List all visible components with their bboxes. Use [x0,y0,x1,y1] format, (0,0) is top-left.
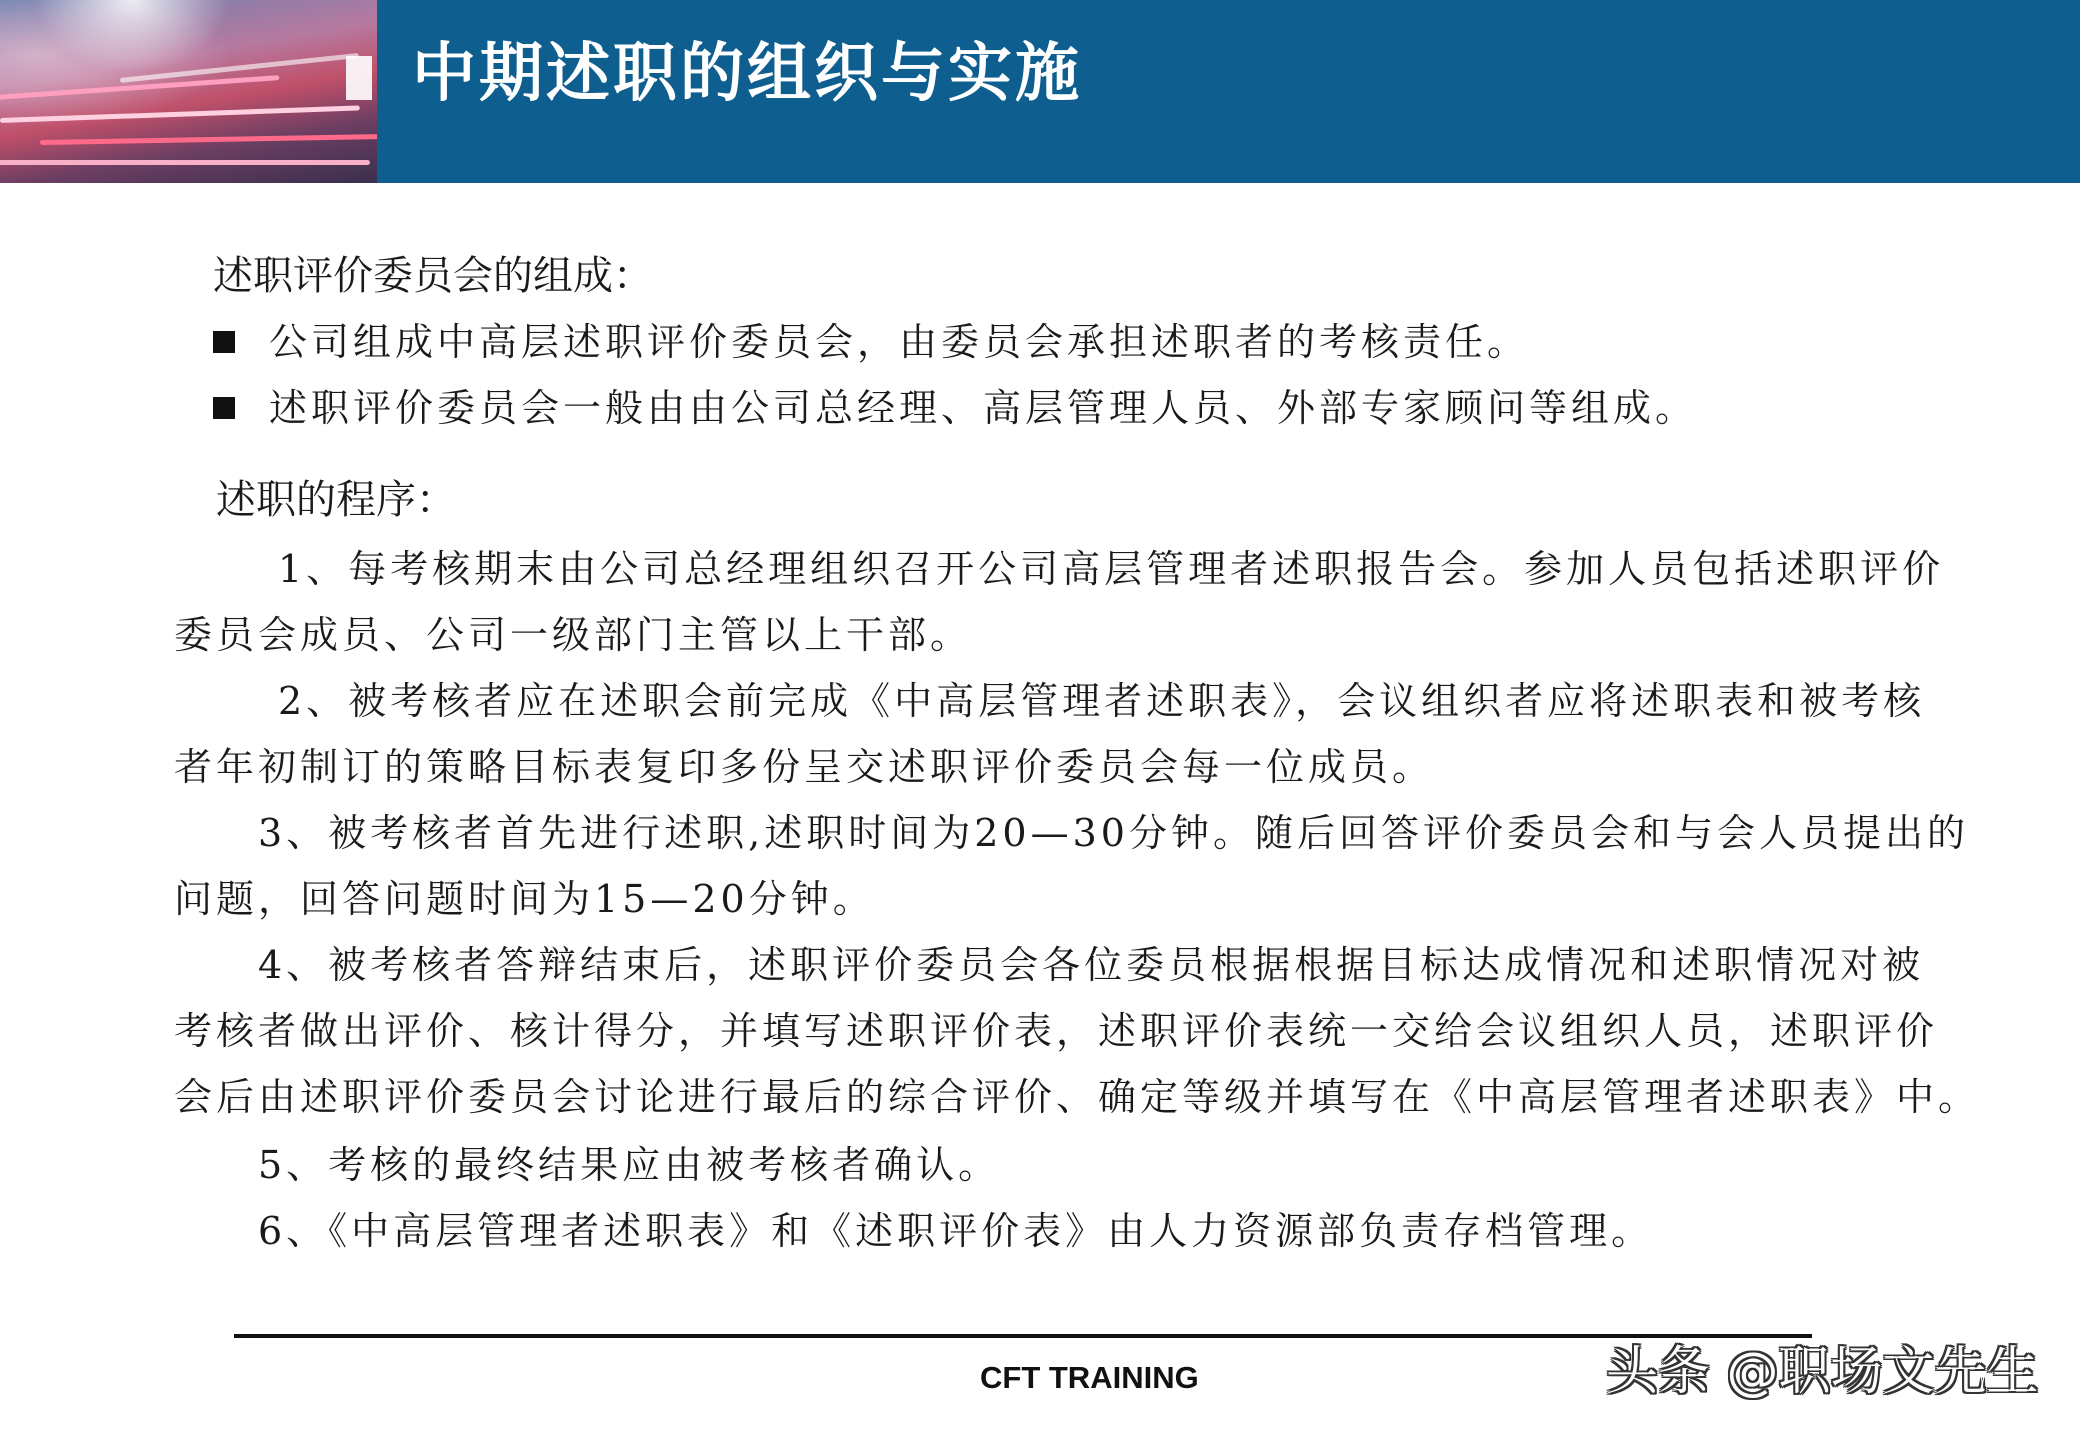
header-photo [0,0,377,183]
procedure-step-6 [174,1198,2014,1264]
committee-heading: 述职评价委员会的组成： [213,253,653,299]
square-bullet-icon [213,397,235,419]
procedure-step-5 [174,1132,2014,1198]
step-line: 6、《中高层管理者述职表》和《述职评价表》由人力资源部负责存档管理。 [258,1209,1654,1253]
footer-brand: CFT TRAINING [980,1360,1199,1395]
step-line: 问题，回答问题时间为15—20分钟。 [174,877,875,921]
watermark: 头条 @职场文先生 [1606,1342,2039,1402]
step-line: 会后由述职评价委员会讨论进行最后的综合评价、确定等级并填写在《中高层管理者述职表》中。 [174,1075,1981,1119]
step-line: 考核者做出评价、核计得分，并填写述职评价表，述职评价表统一交给会议组织人员，述职评价 [174,1009,1939,1053]
procedure-step-2 [174,668,2014,800]
bullet-text: 述职评价委员会一般由由公司总经理、高层管理人员、外部专家顾问等组成。 [269,386,1698,430]
step-line: 1、每考核期末由公司总经理组织召开公司高层管理者述职报告会。参加人员包括述职评价 [278,547,1945,591]
step-line: 5、考核的最终结果应由被考核者确认。 [258,1143,1001,1187]
step-line: 委员会成员、公司一级部门主管以上干部。 [174,613,973,657]
step-line: 2、被考核者应在述职会前完成《中高层管理者述职表》，会议组织者应将述职表和被考核 [278,679,1926,723]
procedure-step-4 [174,932,2014,1130]
bullet-text: 公司组成中高层述职评价委员会，由委员会承担述职者的考核责任。 [269,320,1530,364]
committee-bullet-2 [213,382,1697,434]
step-line: 3、被考核者首先进行述职,述职时间为20—30分钟。随后回答评价委员会和与会人员提出的 [258,811,1969,855]
page-title: 中期述职的组织与实施 [412,36,1082,111]
committee-bullet-1 [213,316,1529,368]
square-bullet-icon [213,331,235,353]
footer-divider [234,1334,1812,1338]
procedure-heading: 述职的程序： [216,477,456,523]
procedure-step-3 [174,800,2014,932]
step-line: 者年初制订的策略目标表复印多份呈交述职评价委员会每一位成员。 [174,745,1435,789]
step-line: 4、被考核者答辩结束后，述职评价委员会各位委员根据根据目标达成情况和述职情况对被 [258,943,1925,987]
header-banner [0,0,2080,183]
procedure-step-1 [174,536,2014,668]
